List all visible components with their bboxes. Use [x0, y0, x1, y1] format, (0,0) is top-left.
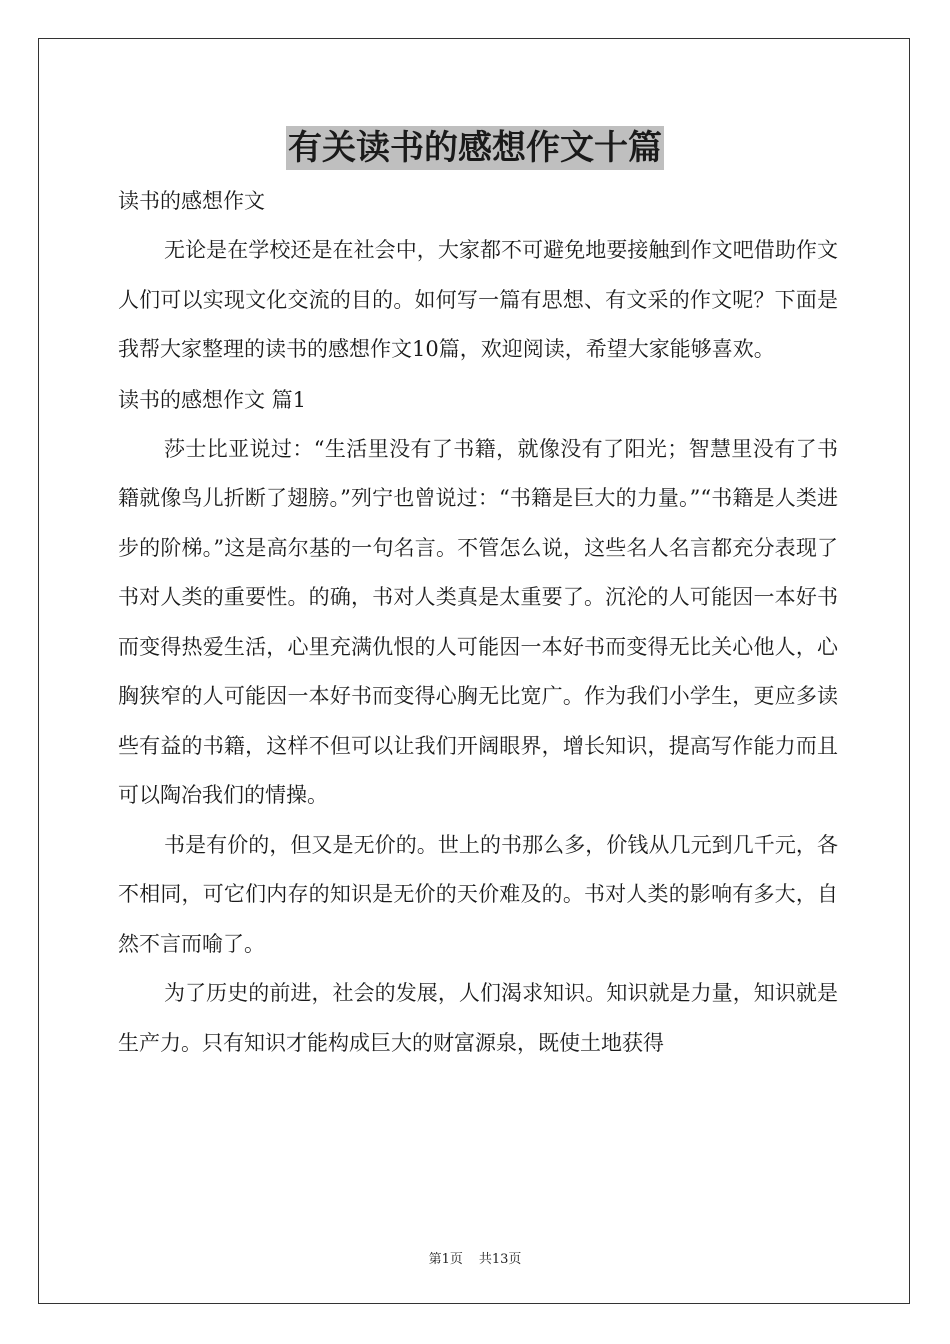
document-title: 有关读书的感想作文十篇	[288, 128, 662, 168]
page-number: 第1页	[428, 1252, 463, 1267]
intro-paragraph: 无论是在学校还是在社会中，大家都不可避免地要接触到作文吧借助作文人们可以实现文化交流的目的。如何写一篇有思想、有文采的作文呢？下面是我帮大家整理的读书的感想作文10篇，欢迎阅读，希望大家能够喜欢。	[118, 238, 838, 361]
body-paragraph-1: 莎士比亚说过：“生活里没有了书籍，就像没有了阳光；智慧里没有了书籍就像鸟儿折断了翅膀。”列宁也曾说过：“书籍是巨大的力量。”“书籍是人类进步的阶梯。”这是高尔基的一句名言。不管怎么说，这些名人名言都充分表现了书对人类的重要性。的确，书对人类真是太重要了。沉沦的人可能因一本好书而变得热爱生活，心里充满仇恨的人可能因一本好书而变得无比关心他人，心胸狭窄的人可能因一本好书而变得心胸无比宽广。作为我们小学生，更应多读些有益的书籍，这样不但可以让我们开阔眼界，增长知识，提高写作能力而且可以陶冶我们的情操。	[118, 436, 838, 807]
body-paragraph-3: 为了历史的前进，社会的发展，人们渴求知识。知识就是力量，知识就是生产力。只有知识才能构成巨大的财富源泉，既使土地获得	[118, 981, 838, 1055]
body-paragraph-2: 书是有价的，但又是无价的。世上的书那么多，价钱从几元到几千元，各不相同，可它们内存的知识是无价的天价难及的。书对人类的影响有多大，自然不言而喻了。	[118, 832, 838, 956]
section-heading: 读书的感想作文 篇1	[118, 387, 307, 412]
intro-heading: 读书的感想作文	[118, 189, 265, 213]
page-total: 共13页	[478, 1252, 522, 1267]
title-container	[0, 126, 950, 170]
page-footer	[0, 1248, 950, 1267]
document-body	[118, 176, 838, 1068]
